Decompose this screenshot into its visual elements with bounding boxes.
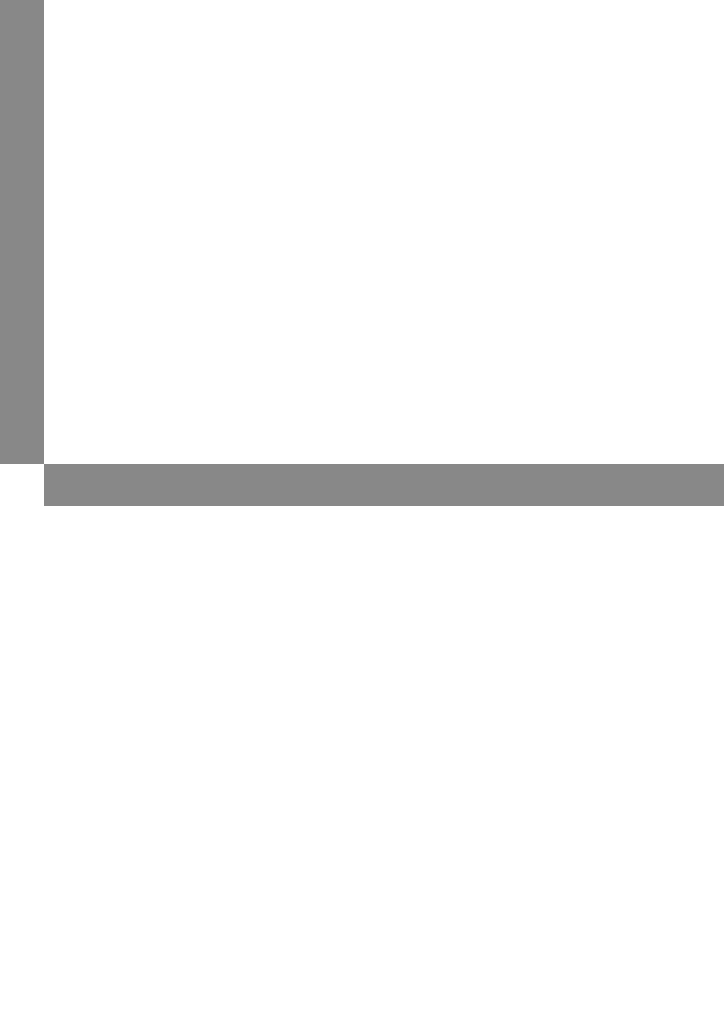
section-header-bar [44, 464, 724, 506]
side-accent-bar [0, 0, 44, 464]
